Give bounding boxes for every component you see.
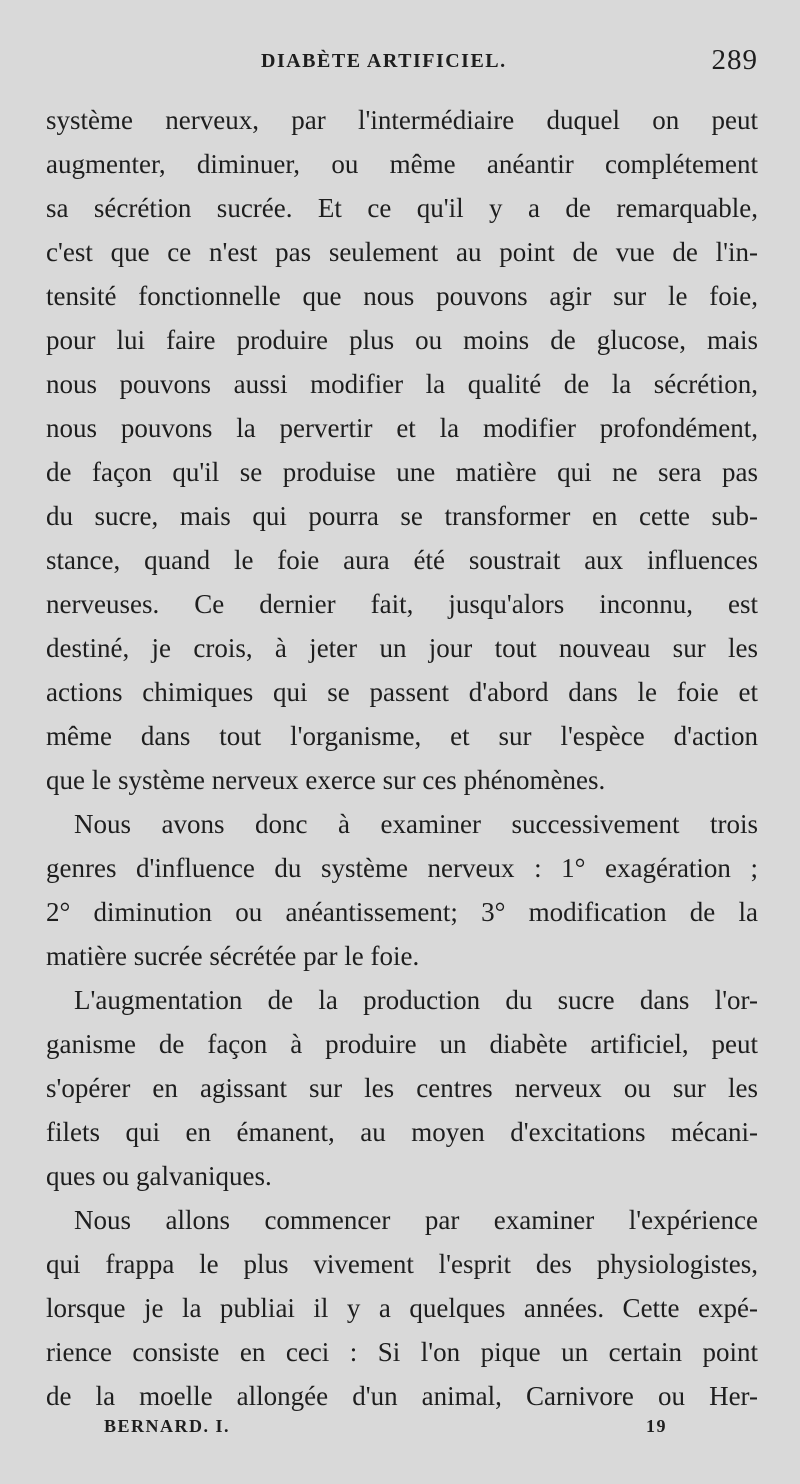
text-line: ganisme de façon à produire un diabète artificiel, peut xyxy=(46,1029,758,1059)
text-line: filets qui en émanent, au moyen d'excitations mécani- xyxy=(46,1117,758,1147)
text-line: de façon qu'il se produise une matière qui ne sera pas xyxy=(46,457,758,487)
text-line: matière sucrée sécrétée par le foie. xyxy=(46,941,420,971)
text-line: stance, quand le foie aura été soustrait aux influences xyxy=(46,545,758,575)
paragraph-2 xyxy=(46,802,758,978)
text-line: rience consiste en ceci : Si l'on pique un certain point xyxy=(46,1337,758,1367)
text-line: nerveuses. Ce dernier fait, jusqu'alors inconnu, est xyxy=(46,589,758,619)
text-line: genres d'influence du système nerveux : 1° exagération ; xyxy=(46,853,758,883)
text-line: du sucre, mais qui pourra se transformer en cette sub- xyxy=(46,501,758,531)
text-line: Nous avons donc à examiner successivement trois xyxy=(74,809,758,839)
running-title: DIABÈTE ARTIFICIEL. xyxy=(261,50,507,72)
page-footer xyxy=(104,1416,680,1446)
text-line: système nerveux, par l'intermédiaire duquel on peut xyxy=(46,105,758,135)
running-head xyxy=(46,44,758,80)
text-line: s'opérer en agissant sur les centres nerveux ou sur les xyxy=(46,1073,758,1103)
text-line: destiné, je crois, à jeter un jour tout nouveau sur les xyxy=(46,633,758,663)
text-line: actions chimiques qui se passent d'abord dans le foie et xyxy=(46,677,758,707)
text-line: tensité fonctionnelle que nous pouvons agir sur le foie, xyxy=(46,281,758,311)
text-line: pour lui faire produire plus ou moins de glucose, mais xyxy=(46,325,758,355)
paragraph-1 xyxy=(46,98,758,802)
printer-signature: BERNARD. I. xyxy=(104,1416,231,1436)
text-line: lorsque je la publiai il y a quelques années. Cette expé- xyxy=(46,1293,758,1323)
text-line: qui frappa le plus vivement l'esprit des physiologistes, xyxy=(46,1249,758,1279)
text-line: même dans tout l'organisme, et sur l'espèce d'action xyxy=(46,721,758,751)
text-line: c'est que ce n'est pas seulement au point de vue de l'in- xyxy=(46,237,758,267)
text-line: nous pouvons aussi modifier la qualité de la sécrétion, xyxy=(46,369,758,399)
text-line: Nous allons commencer par examiner l'expérience xyxy=(74,1205,758,1235)
paragraph-3 xyxy=(46,978,758,1198)
text-line: que le système nerveux exerce sur ces phénomènes. xyxy=(46,765,606,795)
text-line: augmenter, diminuer, ou même anéantir complétement xyxy=(46,149,758,179)
paragraph-4 xyxy=(46,1198,758,1418)
text-line: 2° diminution ou anéantissement; 3° modification de la xyxy=(46,897,758,927)
text-line: de la moelle allongée d'un animal, Carnivore ou Her- xyxy=(46,1381,758,1411)
text-line: nous pouvons la pervertir et la modifier profondément, xyxy=(46,413,758,443)
body-text xyxy=(46,98,758,1418)
signature-number: 19 xyxy=(646,1416,667,1436)
page-number: 289 xyxy=(711,44,758,76)
text-line: sa sécrétion sucrée. Et ce qu'il y a de remarquable, xyxy=(46,193,758,223)
text-line: ques ou galvaniques. xyxy=(46,1161,272,1191)
text-line: L'augmentation de la production du sucre dans l'or- xyxy=(74,985,758,1015)
